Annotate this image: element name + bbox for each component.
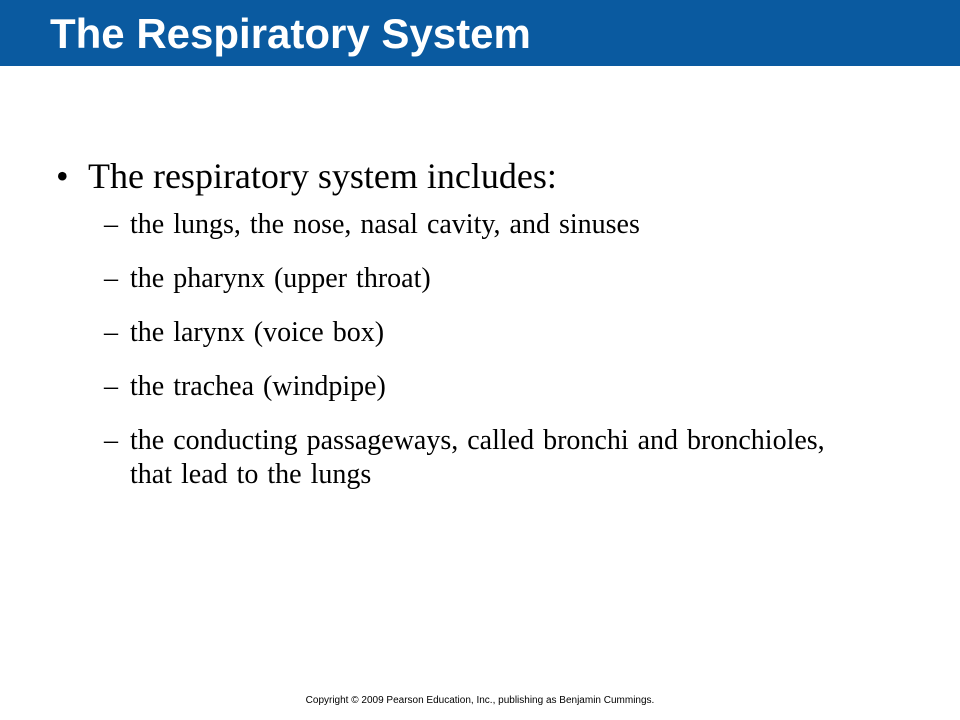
dash-icon: –: [104, 317, 118, 348]
title-bar: [0, 0, 960, 66]
sub-bullet-item: [104, 208, 916, 242]
sub-bullet-item: [104, 370, 916, 404]
slide-title: The Respiratory System: [50, 10, 531, 57]
main-bullet: [56, 152, 916, 200]
sub-bullet-text: the pharynx (upper throat): [130, 263, 431, 294]
dash-icon: –: [104, 209, 118, 240]
copyright-text: Copyright © 2009 Pearson Education, Inc., publishing as Benjamin Cummings.: [305, 695, 655, 706]
sub-bullet-text: the lungs, the nose, nasal cavity, and sinuses: [130, 209, 640, 240]
dash-icon: –: [104, 425, 118, 456]
main-bullet-text: The respiratory system includes:: [88, 156, 557, 196]
copyright-footer: [0, 694, 960, 708]
dash-icon: –: [104, 371, 118, 402]
sub-bullet-item: [104, 424, 916, 492]
sub-bullet-item: [104, 316, 916, 350]
sub-bullet-text: the trachea (windpipe): [130, 371, 386, 402]
sub-bullet-item: [104, 262, 916, 296]
dash-icon: –: [104, 263, 118, 294]
sub-bullet-text: the conducting passageways, called bronchi and bronchioles, that lead to the lungs: [130, 425, 825, 490]
sub-bullet-list: [56, 208, 916, 492]
slide-content: [56, 152, 916, 512]
sub-bullet-text: the larynx (voice box): [130, 317, 385, 348]
bullet-icon: •: [56, 156, 69, 196]
